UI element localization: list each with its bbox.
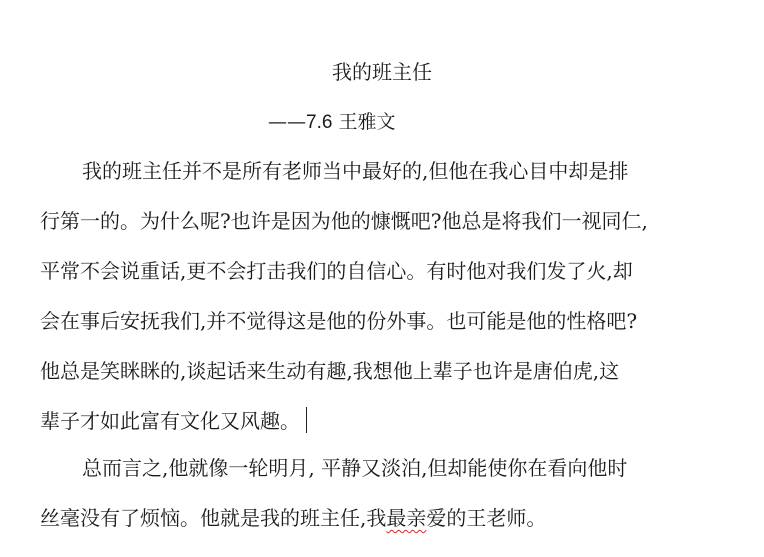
byline-name: 王雅文: [332, 111, 396, 133]
paragraph-1-line: 他总是笑眯眯的,谈起话来生动有趣,我想他上辈子也许是唐伯虎,这: [40, 359, 620, 383]
paragraph-1-line: 会在事后安抚我们,并不觉得这是他的份外事。也可能是他的性格吧?: [40, 309, 638, 333]
paragraph-1-line: 行第一的。为什么呢?也许是因为他的慷慨吧?他总是将我们一视同仁,: [40, 209, 648, 233]
paragraph-1-line: 平常不会说重话,更不会打击我们的自信心。有时他对我们发了火,却: [40, 259, 633, 283]
paragraph-2-text: 丝毫没有了烦恼。他就是我的班主任,我: [40, 506, 387, 530]
byline-class: 7.6: [306, 112, 333, 133]
document-title: 我的班主任: [332, 60, 432, 84]
paragraph-1-last-line: [40, 396, 724, 446]
paragraph-1-line: 我的班主任并不是所有老师当中最好的,但他在我心目中却是排: [82, 159, 629, 183]
paragraph-1[interactable]: [40, 146, 724, 446]
byline-dash: ——: [268, 111, 306, 133]
spellcheck-flagged-word[interactable]: 最亲: [386, 506, 427, 530]
paragraph-2-text: 爱的王老师。: [426, 506, 547, 530]
paragraph-2-line: [40, 493, 724, 543]
author-byline: [268, 108, 395, 137]
paragraph-2[interactable]: [40, 443, 724, 543]
paragraph-2-line: 总而言之,他就像一轮明月, 平静又淡泊,但却能使你在看向他时: [82, 456, 628, 480]
text-cursor: [306, 407, 307, 433]
paragraph-1-line: 辈子才如此富有文化又风趣。: [40, 409, 300, 433]
